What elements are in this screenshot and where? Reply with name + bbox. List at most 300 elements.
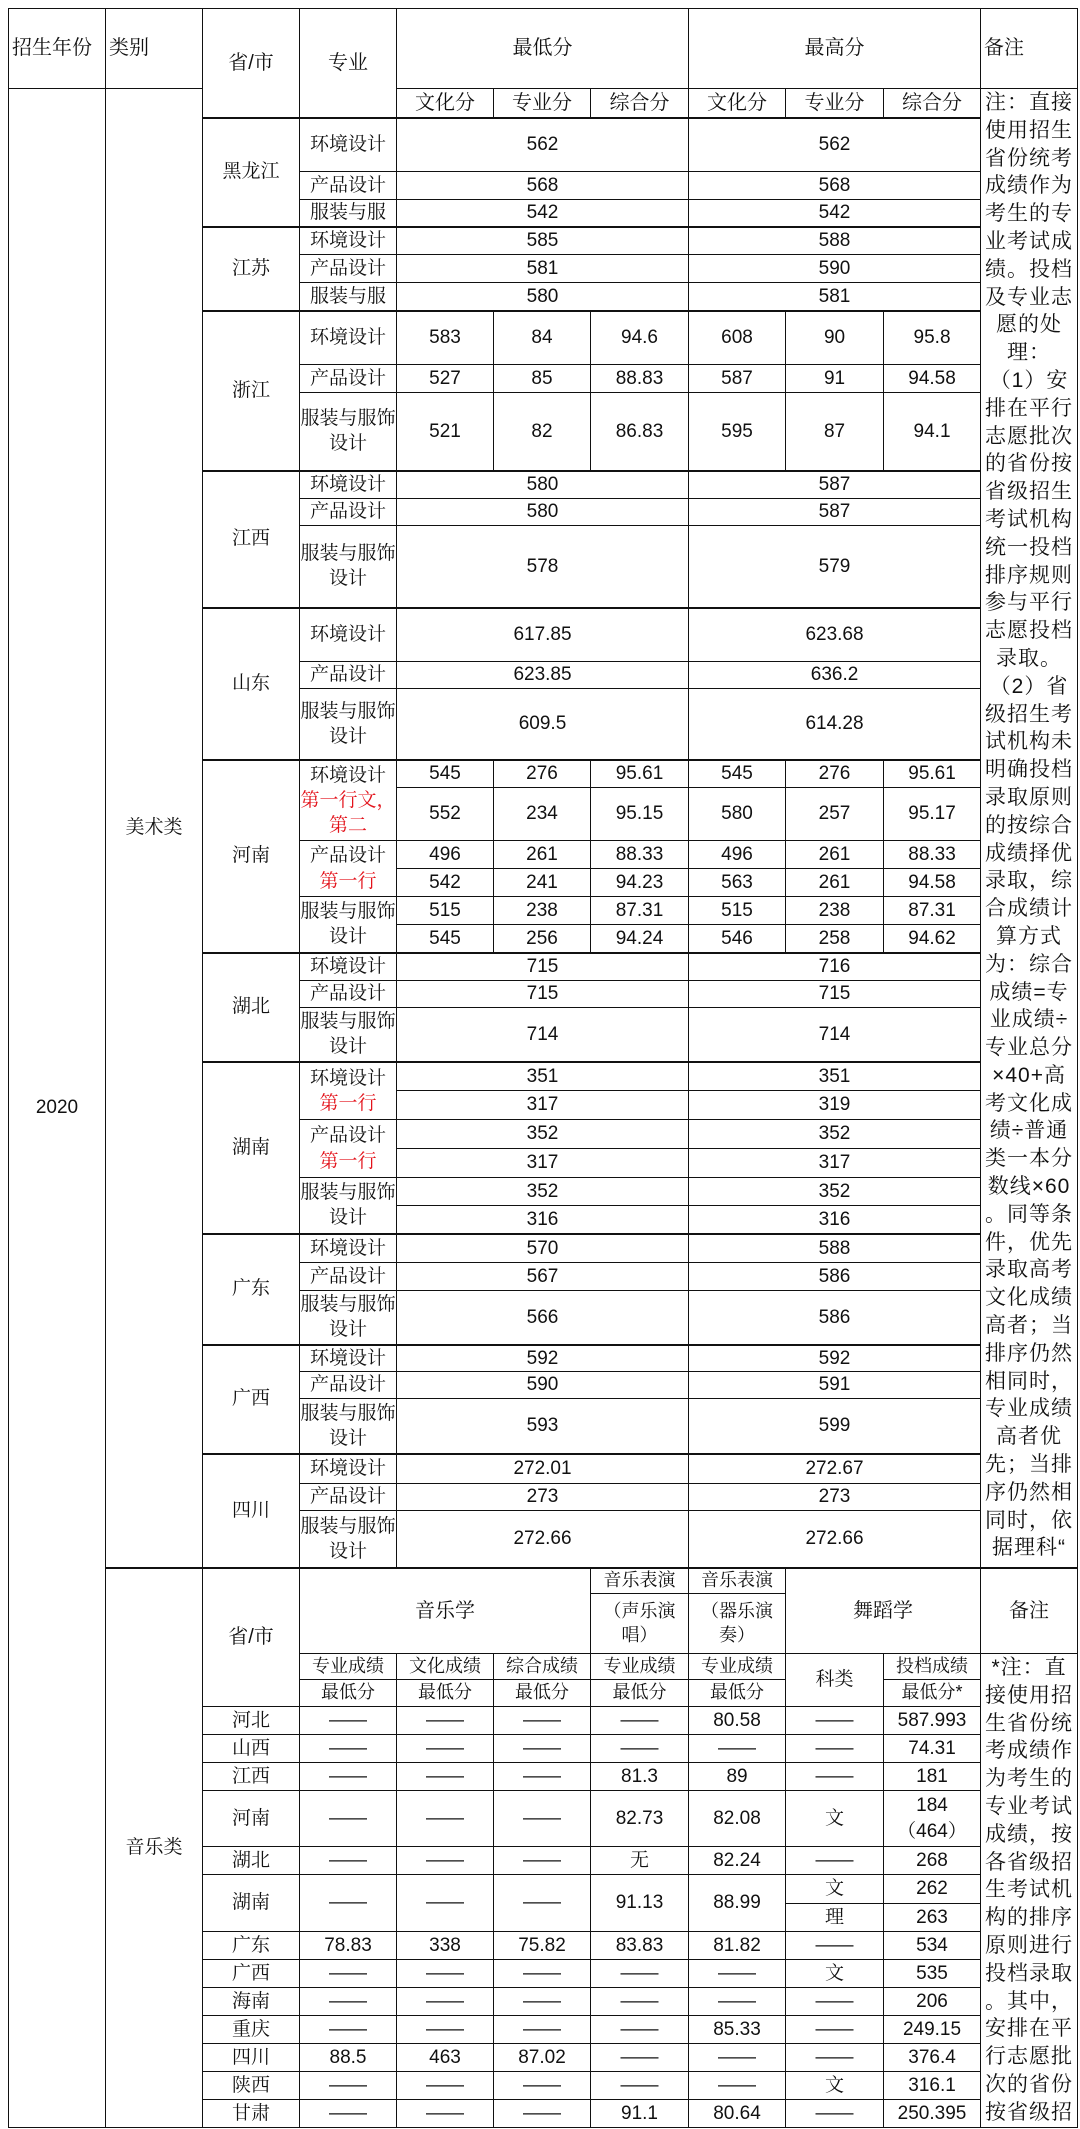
score-cell: 95.8 bbox=[884, 311, 981, 365]
score-cell: 545 bbox=[397, 925, 494, 953]
music-province-cell: 江西 bbox=[203, 1763, 300, 1791]
dance-header: 舞蹈学 bbox=[786, 1568, 981, 1654]
music-score-cell: 463 bbox=[397, 2043, 494, 2071]
remark-line: 的按综合 bbox=[985, 813, 1074, 837]
score-cell: 552 bbox=[397, 788, 494, 841]
score-cell: 94.58 bbox=[884, 365, 981, 393]
remark-line: 接使用招 bbox=[985, 1683, 1074, 1707]
major-name: 环境设计 bbox=[309, 134, 386, 156]
score-cell: 515 bbox=[689, 897, 786, 925]
major-name: 服装与服 bbox=[309, 202, 386, 224]
sub-header-1: 专业分 bbox=[494, 89, 591, 118]
remark-line: 业考试成 bbox=[985, 229, 1074, 253]
remark-line: （1）安 bbox=[989, 368, 1069, 392]
remark-header: 备注 bbox=[981, 9, 1078, 89]
music-score-cell: —— bbox=[494, 1987, 591, 2015]
score-cell: 261 bbox=[786, 869, 884, 897]
music-score-cell: 82.08 bbox=[689, 1791, 786, 1847]
max-score-cell: 587 bbox=[689, 471, 981, 499]
music-province-cell: 重庆 bbox=[203, 2015, 300, 2043]
music-province-cell: 广西 bbox=[203, 1959, 300, 1987]
max-score-cell: 542 bbox=[689, 200, 981, 227]
remark-line: 投档录取 bbox=[985, 1961, 1074, 1985]
major-cell bbox=[300, 1263, 397, 1291]
remark-line: 绩。投档 bbox=[985, 257, 1074, 281]
min-score-cell: 566 bbox=[397, 1291, 689, 1345]
sub-header-5: 综合分 bbox=[884, 89, 981, 118]
major-cell bbox=[300, 1062, 397, 1120]
music-score-cell: 534 bbox=[884, 1931, 981, 1959]
major-name: 服装与服饰设计 bbox=[300, 1182, 396, 1229]
music-score-cell: 91.1 bbox=[591, 2099, 689, 2127]
sub-header-0: 文化分 bbox=[397, 89, 494, 118]
music-score-cell: 88.99 bbox=[689, 1875, 786, 1932]
instrumental-performance-header: 音乐表演 bbox=[689, 1568, 786, 1594]
max-score-cell: 599 bbox=[689, 1399, 981, 1454]
music-score-cell: —— bbox=[397, 1847, 494, 1875]
music-score-cell: 75.82 bbox=[494, 1931, 591, 1959]
score-cell: 542 bbox=[397, 869, 494, 897]
music-score-cell: 81.82 bbox=[689, 1931, 786, 1959]
music-score-cell: 80.58 bbox=[689, 1707, 786, 1735]
music-remark-header: 备注 bbox=[981, 1568, 1078, 1654]
music-score-cell: —— bbox=[786, 2099, 884, 2127]
remark-line: 参与平行 bbox=[985, 591, 1074, 615]
min-score-cell: 580 bbox=[397, 499, 689, 526]
province-cell: 广东 bbox=[203, 1234, 300, 1345]
music-score-cell: 268 bbox=[884, 1847, 981, 1875]
music-score-cell: 184 （464） bbox=[884, 1791, 981, 1847]
remark-line: 录取。 bbox=[996, 646, 1063, 670]
score-cell: 94.62 bbox=[884, 925, 981, 953]
major-name: 服装与服饰设计 bbox=[300, 408, 396, 455]
remark-line: 构的排序 bbox=[985, 1906, 1074, 1930]
max-score-cell: 562 bbox=[689, 118, 981, 172]
min-score-cell: 590 bbox=[397, 1372, 689, 1399]
music-score-cell: 无 bbox=[591, 1847, 689, 1875]
score-cell: 82 bbox=[494, 393, 591, 471]
music-score-cell: —— bbox=[591, 2043, 689, 2071]
music-score-cell: 206 bbox=[884, 1987, 981, 2015]
major-cell bbox=[300, 689, 397, 760]
min-score-cell: 317 bbox=[397, 1149, 689, 1178]
music-score-cell: —— bbox=[300, 2099, 397, 2127]
min-score-cell: 617.85 bbox=[397, 608, 689, 662]
min-score-header: 最低分 bbox=[397, 9, 689, 89]
remark-line: 按省级招 bbox=[985, 2100, 1074, 2124]
remark-line: （2）省 bbox=[989, 674, 1069, 698]
major-name: 环境设计 bbox=[309, 1237, 386, 1259]
major-note: 第一行文，第二 bbox=[300, 789, 396, 836]
major-cell bbox=[300, 365, 397, 393]
remark-line: 注：直接 bbox=[985, 91, 1074, 114]
province-cell: 湖南 bbox=[203, 1062, 300, 1234]
score-cell: 87.31 bbox=[591, 897, 689, 925]
major-cell bbox=[300, 1372, 397, 1399]
major-cell bbox=[300, 897, 397, 953]
remark-line: 统一投档 bbox=[985, 535, 1074, 559]
score-cell: 256 bbox=[494, 925, 591, 953]
music-score-cell: —— bbox=[591, 1987, 689, 2015]
remark-line: 文化成绩 bbox=[985, 1286, 1074, 1310]
music-score-cell: —— bbox=[397, 2015, 494, 2043]
music-province-cell: 陕西 bbox=[203, 2071, 300, 2099]
major-name: 产品设计 bbox=[309, 1486, 386, 1508]
major-name: 环境设计 bbox=[309, 764, 386, 786]
music-province-cell: 湖北 bbox=[203, 1847, 300, 1875]
remark-line: 高者优 bbox=[996, 1425, 1063, 1449]
score-cell: 88.83 bbox=[591, 365, 689, 393]
remark-line: 志愿投档 bbox=[985, 619, 1074, 643]
music-score-cell: —— bbox=[300, 1847, 397, 1875]
music-score-cell: 249.15 bbox=[884, 2015, 981, 2043]
category-music: 音乐类 bbox=[106, 1568, 203, 2128]
score-cell: 94.58 bbox=[884, 869, 981, 897]
remark-music bbox=[981, 1654, 1078, 2128]
max-score-cell: 614.28 bbox=[689, 689, 981, 760]
music-score-cell: —— bbox=[591, 1735, 689, 1763]
score-cell: 95.15 bbox=[591, 788, 689, 841]
music-province-cell: 湖南 bbox=[203, 1875, 300, 1932]
province-cell: 江西 bbox=[203, 471, 300, 608]
music-score-cell: —— bbox=[689, 2043, 786, 2071]
music-score-cell: 87.02 bbox=[494, 2043, 591, 2071]
musicology-header: 音乐学 bbox=[300, 1568, 591, 1654]
major-name: 服装与服饰设计 bbox=[300, 1011, 396, 1058]
remark-line: ×40+高 bbox=[992, 1063, 1066, 1087]
remark-line: 高者；当 bbox=[985, 1314, 1074, 1338]
max-score-cell: 586 bbox=[689, 1263, 981, 1291]
music-score-cell: —— bbox=[494, 1763, 591, 1791]
music-score-cell: —— bbox=[397, 1987, 494, 2015]
major-name: 环境设计 bbox=[309, 230, 386, 252]
max-score-cell: 581 bbox=[689, 283, 981, 311]
score-cell: 85 bbox=[494, 365, 591, 393]
music-score-cell: 587.993 bbox=[884, 1707, 981, 1735]
score-cell: 90 bbox=[786, 311, 884, 365]
max-score-cell: 591 bbox=[689, 1372, 981, 1399]
music-score-cell: 89 bbox=[689, 1763, 786, 1791]
music-score-cell: 82.24 bbox=[689, 1847, 786, 1875]
max-score-cell: 588 bbox=[689, 1234, 981, 1263]
major-cell bbox=[300, 1345, 397, 1372]
remark-line: 数线×60 bbox=[987, 1175, 1071, 1199]
music-province-cell: 河南 bbox=[203, 1791, 300, 1847]
music-score-cell: —— bbox=[689, 2071, 786, 2099]
remark-line: 级招生考 bbox=[985, 702, 1074, 726]
remark-line: 专业成绩 bbox=[985, 1397, 1074, 1421]
major-name: 环境设计 bbox=[309, 474, 386, 496]
remark-line: 明确投档 bbox=[985, 758, 1074, 782]
remark-line: 排在平行 bbox=[985, 396, 1074, 420]
music-province-cell: 甘肃 bbox=[203, 2099, 300, 2127]
major-cell bbox=[300, 393, 397, 471]
music-min-header: 最低分 bbox=[591, 1680, 689, 1707]
music-score-cell: —— bbox=[397, 1959, 494, 1987]
max-score-cell: 351 bbox=[689, 1062, 981, 1091]
max-score-cell: 272.67 bbox=[689, 1454, 981, 1484]
remark-line: 排序仍然 bbox=[985, 1341, 1074, 1365]
max-score-cell: 317 bbox=[689, 1149, 981, 1178]
major-name: 产品设计 bbox=[309, 1125, 386, 1147]
vocal-performance-subheader: （声乐演唱） bbox=[591, 1594, 689, 1654]
min-score-cell: 623.85 bbox=[397, 662, 689, 689]
score-cell: 276 bbox=[494, 760, 591, 788]
remark-line: 使用招生 bbox=[985, 118, 1074, 142]
max-score-cell: 587 bbox=[689, 499, 981, 526]
music-score-cell: 250.395 bbox=[884, 2099, 981, 2127]
province-cell: 河南 bbox=[203, 760, 300, 953]
remark-line: 为：综合 bbox=[985, 952, 1074, 976]
admission-score-table bbox=[8, 8, 1078, 2128]
score-cell: 563 bbox=[689, 869, 786, 897]
major-cell bbox=[300, 662, 397, 689]
min-score-cell: 562 bbox=[397, 118, 689, 172]
remark-line: 录取原则 bbox=[985, 785, 1074, 809]
music-score-cell: 85.33 bbox=[689, 2015, 786, 2043]
remark-line: 考生的专 bbox=[985, 202, 1074, 226]
major-name: 服装与服饰设计 bbox=[300, 901, 396, 948]
province-cell: 四川 bbox=[203, 1454, 300, 1568]
remark-line: 件，优先 bbox=[985, 1230, 1074, 1254]
max-score-cell: 579 bbox=[689, 526, 981, 608]
remark-line: 序仍然相 bbox=[985, 1480, 1074, 1504]
remark-line: 类一本分 bbox=[985, 1147, 1074, 1171]
major-name: 服装与服饰设计 bbox=[300, 543, 396, 590]
music-score-cell: —— bbox=[591, 1707, 689, 1735]
major-name: 环境设计 bbox=[309, 327, 386, 349]
major-name: 产品设计 bbox=[309, 1374, 386, 1396]
min-score-cell: 316 bbox=[397, 1206, 689, 1234]
score-cell: 94.23 bbox=[591, 869, 689, 897]
score-cell: 95.17 bbox=[884, 788, 981, 841]
min-score-cell: 585 bbox=[397, 227, 689, 255]
min-score-cell: 570 bbox=[397, 1234, 689, 1263]
music-score-cell: —— bbox=[397, 1735, 494, 1763]
score-cell: 84 bbox=[494, 311, 591, 365]
major-cell bbox=[300, 1399, 397, 1454]
major-header: 专业 bbox=[300, 9, 397, 118]
music-score-cell: —— bbox=[786, 1931, 884, 1959]
min-score-cell: 580 bbox=[397, 283, 689, 311]
major-name: 产品设计 bbox=[309, 845, 386, 867]
min-score-cell: 715 bbox=[397, 981, 689, 1008]
major-cell bbox=[300, 760, 397, 841]
year-cell: 2020 bbox=[9, 89, 106, 2128]
province-cell: 江苏 bbox=[203, 227, 300, 311]
music-score-cell: —— bbox=[786, 1707, 884, 1735]
music-score-cell: —— bbox=[494, 1707, 591, 1735]
sub-header-2: 综合分 bbox=[591, 89, 689, 118]
major-cell bbox=[300, 499, 397, 526]
music-score-cell: —— bbox=[786, 1847, 884, 1875]
major-cell bbox=[300, 526, 397, 608]
min-score-cell: 578 bbox=[397, 526, 689, 608]
score-cell: 258 bbox=[786, 925, 884, 953]
score-cell: 257 bbox=[786, 788, 884, 841]
score-cell: 496 bbox=[689, 841, 786, 869]
major-name: 产品设计 bbox=[309, 983, 386, 1005]
subject-type-header: 科类 bbox=[786, 1654, 884, 1707]
music-province-cell: 河北 bbox=[203, 1707, 300, 1735]
remark-line: 考试机构 bbox=[985, 507, 1074, 531]
music-score-cell: 82.73 bbox=[591, 1791, 689, 1847]
music-score-cell: 80.64 bbox=[689, 2099, 786, 2127]
min-score-cell: 351 bbox=[397, 1062, 689, 1091]
music-min-header: 最低分 bbox=[689, 1680, 786, 1707]
max-score-cell: 714 bbox=[689, 1008, 981, 1062]
score-cell: 515 bbox=[397, 897, 494, 925]
score-cell: 276 bbox=[786, 760, 884, 788]
major-cell bbox=[300, 1484, 397, 1511]
remark-line: 及专业志 bbox=[985, 285, 1074, 309]
remark-line: 愿的处 bbox=[996, 313, 1063, 337]
remark-line: 算方式 bbox=[996, 924, 1063, 948]
remark-line: 考文化成 bbox=[985, 1091, 1074, 1115]
major-name: 环境设计 bbox=[309, 956, 386, 978]
remark-line: 原则进行 bbox=[985, 1933, 1074, 1957]
score-cell: 238 bbox=[786, 897, 884, 925]
min-score-cell: 714 bbox=[397, 1008, 689, 1062]
music-score-cell: —— bbox=[300, 1735, 397, 1763]
remark-line: 绩÷普通 bbox=[989, 1119, 1069, 1143]
remark-line: 各省级招 bbox=[985, 1850, 1074, 1874]
max-score-cell: 352 bbox=[689, 1120, 981, 1149]
score-cell: 88.33 bbox=[591, 841, 689, 869]
music-score-cell: 文 bbox=[786, 1959, 884, 1987]
remark-line: 生省份统 bbox=[985, 1711, 1074, 1735]
music-score-cell: —— bbox=[689, 1987, 786, 2015]
music-score-cell: —— bbox=[494, 1959, 591, 1987]
score-cell: 94.6 bbox=[591, 311, 689, 365]
music-score-cell: 文 bbox=[786, 1791, 884, 1847]
remark-line: 成绩，按 bbox=[985, 1822, 1074, 1846]
music-score-cell: 376.4 bbox=[884, 2043, 981, 2071]
remark-line: 志愿批次 bbox=[985, 424, 1074, 448]
music-score-cell: 181 bbox=[884, 1763, 981, 1791]
major-cell bbox=[300, 841, 397, 897]
score-cell: 88.33 bbox=[884, 841, 981, 869]
major-cell bbox=[300, 981, 397, 1008]
min-score-cell: 542 bbox=[397, 200, 689, 227]
min-score-cell: 609.5 bbox=[397, 689, 689, 760]
min-score-cell: 317 bbox=[397, 1091, 689, 1120]
instrumental-performance-subheader: （器乐演奏） bbox=[689, 1594, 786, 1654]
remark-line: 成绩=专 bbox=[989, 980, 1069, 1004]
min-score-cell: 580 bbox=[397, 471, 689, 499]
score-cell: 608 bbox=[689, 311, 786, 365]
music-min-header: 最低分 bbox=[300, 1680, 397, 1707]
music-province-header: 省/市 bbox=[203, 1568, 300, 1707]
major-cell bbox=[300, 471, 397, 499]
music-score-cell: —— bbox=[494, 2015, 591, 2043]
remark-line: 理： bbox=[1007, 341, 1052, 365]
max-score-cell: 352 bbox=[689, 1178, 981, 1206]
music-score-cell: —— bbox=[300, 1987, 397, 2015]
music-score-cell: —— bbox=[300, 2015, 397, 2043]
music-score-cell: —— bbox=[591, 2071, 689, 2099]
min-score-cell: 592 bbox=[397, 1345, 689, 1372]
music-score-cell: —— bbox=[397, 2071, 494, 2099]
music-sub-header: 专业成绩 bbox=[591, 1654, 689, 1680]
score-cell: 545 bbox=[689, 760, 786, 788]
score-cell: 95.61 bbox=[591, 760, 689, 788]
min-score-cell: 567 bbox=[397, 1263, 689, 1291]
min-score-cell: 568 bbox=[397, 172, 689, 200]
min-score-cell: 272.01 bbox=[397, 1454, 689, 1484]
music-score-cell: —— bbox=[494, 2099, 591, 2127]
major-cell bbox=[300, 608, 397, 662]
music-score-cell: 83.83 bbox=[591, 1931, 689, 1959]
max-score-cell: 272.66 bbox=[689, 1511, 981, 1568]
major-name: 环境设计 bbox=[309, 1067, 386, 1089]
music-score-cell: —— bbox=[786, 1763, 884, 1791]
music-score-cell: —— bbox=[397, 2099, 494, 2127]
major-name: 产品设计 bbox=[309, 1265, 386, 1287]
music-score-cell: —— bbox=[300, 1791, 397, 1847]
max-score-header: 最高分 bbox=[689, 9, 981, 89]
music-sub-header: 专业成绩 bbox=[689, 1654, 786, 1680]
province-cell: 浙江 bbox=[203, 311, 300, 471]
category-art: 美术类 bbox=[106, 89, 203, 1568]
music-min-header: 最低分 bbox=[494, 1680, 591, 1707]
score-cell: 86.83 bbox=[591, 393, 689, 471]
remark-line: 考成绩作 bbox=[985, 1739, 1074, 1763]
remark-line: 成绩作为 bbox=[985, 174, 1074, 198]
min-score-cell: 273 bbox=[397, 1484, 689, 1511]
remark-line: 。其中， bbox=[985, 1989, 1074, 2013]
music-score-cell: —— bbox=[397, 1763, 494, 1791]
min-score-cell: 581 bbox=[397, 255, 689, 283]
category-header: 类别 bbox=[106, 9, 203, 89]
music-score-cell: 316.1 bbox=[884, 2071, 981, 2099]
min-score-cell: 272.66 bbox=[397, 1511, 689, 1568]
major-cell bbox=[300, 1454, 397, 1484]
score-cell: 545 bbox=[397, 760, 494, 788]
max-score-cell: 715 bbox=[689, 981, 981, 1008]
music-score-cell: —— bbox=[397, 1707, 494, 1735]
remark-line: 为考生的 bbox=[985, 1767, 1074, 1791]
major-name: 环境设计 bbox=[309, 1458, 386, 1480]
major-note: 第一行 bbox=[319, 1150, 377, 1172]
major-name: 服装与服饰设计 bbox=[300, 1294, 396, 1341]
table-row bbox=[9, 1568, 1078, 1594]
year-header: 招生年份 bbox=[9, 9, 106, 89]
music-score-cell: —— bbox=[494, 1875, 591, 1932]
remark-line: 成绩择优 bbox=[985, 841, 1074, 865]
major-cell bbox=[300, 172, 397, 200]
score-cell: 234 bbox=[494, 788, 591, 841]
score-cell: 580 bbox=[689, 788, 786, 841]
province-cell: 黑龙江 bbox=[203, 118, 300, 227]
music-score-cell: —— bbox=[494, 2071, 591, 2099]
max-score-cell: 590 bbox=[689, 255, 981, 283]
remark-line: 业成绩÷ bbox=[989, 1008, 1069, 1032]
remark-line: 先；当排 bbox=[985, 1453, 1074, 1477]
remark-line: 生考试机 bbox=[985, 1878, 1074, 1902]
major-note: 第一行 bbox=[319, 1092, 377, 1114]
music-score-cell: —— bbox=[591, 1959, 689, 1987]
max-score-cell: 319 bbox=[689, 1091, 981, 1120]
min-score-cell: 715 bbox=[397, 953, 689, 981]
music-score-cell: —— bbox=[494, 1847, 591, 1875]
music-score-cell: 338 bbox=[397, 1931, 494, 1959]
remark-line: *注：直 bbox=[991, 1656, 1067, 1679]
remark-line: 专业总分 bbox=[985, 1036, 1074, 1060]
major-cell bbox=[300, 1178, 397, 1234]
music-score-cell: —— bbox=[689, 1959, 786, 1987]
music-score-cell: 88.5 bbox=[300, 2043, 397, 2071]
